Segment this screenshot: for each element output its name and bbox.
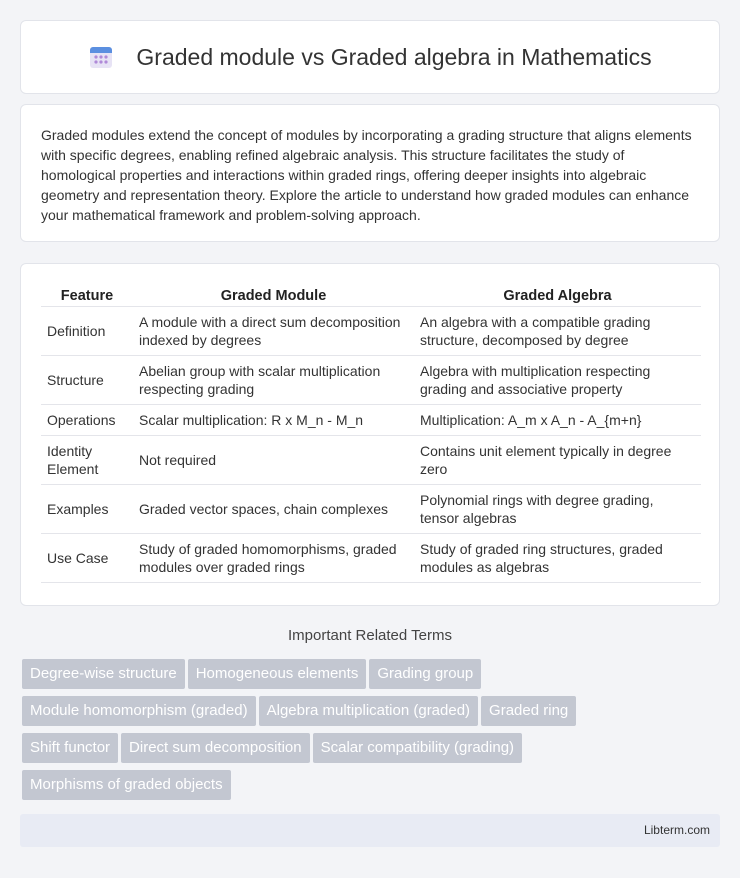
related-terms-list: [22, 659, 722, 807]
cell-feature: Structure: [41, 356, 133, 405]
term-tag[interactable]: Grading group: [369, 659, 481, 689]
comparison-table: [41, 282, 701, 583]
table-row: [41, 307, 701, 356]
table-row: [41, 485, 701, 534]
header-graded-algebra: Graded Algebra: [414, 282, 701, 307]
page-title: Graded module vs Graded algebra in Mathematics: [136, 43, 652, 70]
cell-algebra: Polynomial rings with degree grading, tensor algebras: [414, 485, 701, 534]
header-card: [20, 20, 720, 94]
term-tag[interactable]: Homogeneous elements: [188, 659, 367, 689]
cell-algebra: Contains unit element typically in degree zero: [414, 436, 701, 485]
table-row: [41, 534, 701, 583]
header-feature: Feature: [41, 282, 133, 307]
related-terms-title: Important Related Terms: [288, 627, 452, 644]
cell-feature: Operations: [41, 405, 133, 436]
term-tag[interactable]: Direct sum decomposition: [121, 733, 310, 763]
table-row: [41, 405, 701, 436]
cell-feature: Identity Element: [41, 436, 133, 485]
cell-algebra: Multiplication: A_m x A_n - A_{m+n}: [414, 405, 701, 436]
cell-module: Study of graded homomorphisms, graded modules over graded rings: [133, 534, 414, 583]
cell-feature: Use Case: [41, 534, 133, 583]
footer-site-link[interactable]: Libterm.com: [643, 823, 710, 837]
term-tag[interactable]: Morphisms of graded objects: [22, 770, 231, 800]
table-row: [41, 356, 701, 405]
cell-algebra: An algebra with a compatible grading structure, decomposed by degree: [414, 307, 701, 356]
header-graded-module: Graded Module: [133, 282, 414, 307]
cell-algebra: Study of graded ring structures, graded modules as algebras: [414, 534, 701, 583]
table-row: [41, 436, 701, 485]
cell-module: Abelian group with scalar multiplication respecting grading: [133, 356, 414, 405]
table-header-row: [41, 282, 701, 307]
term-tag[interactable]: Module homomorphism (graded): [22, 696, 256, 726]
term-tag[interactable]: Scalar compatibility (grading): [313, 733, 522, 763]
term-tag[interactable]: Degree-wise structure: [22, 659, 185, 689]
cell-module: Not required: [133, 436, 414, 485]
term-tag[interactable]: Graded ring: [481, 696, 576, 726]
footer: [20, 814, 720, 847]
cell-module: A module with a direct sum decomposition indexed by degrees: [133, 307, 414, 356]
term-tag[interactable]: Algebra multiplication (graded): [259, 696, 478, 726]
term-tag[interactable]: Shift functor: [22, 733, 118, 763]
cell-algebra: Algebra with multiplication respecting grading and associative property: [414, 356, 701, 405]
cell-module: Graded vector spaces, chain complexes: [133, 485, 414, 534]
calendar-icon: [88, 44, 114, 70]
cell-feature: Examples: [41, 485, 133, 534]
comparison-table-card: [20, 263, 720, 606]
intro-card: [20, 104, 720, 242]
cell-feature: Definition: [41, 307, 133, 356]
intro-text: Graded modules extend the concept of modules by incorporating a grading structure that aligns elements with specific degrees, enabling refined algebraic analysis. This structure facilitates the study of homological properties and interactions within graded rings, offering deeper insights into algebraic geometry and representation theory. Explore the article to understand how graded modules can enhance your mathematical framework and problem-solving approach.: [41, 127, 692, 223]
cell-module: Scalar multiplication: R x M_n - M_n: [133, 405, 414, 436]
